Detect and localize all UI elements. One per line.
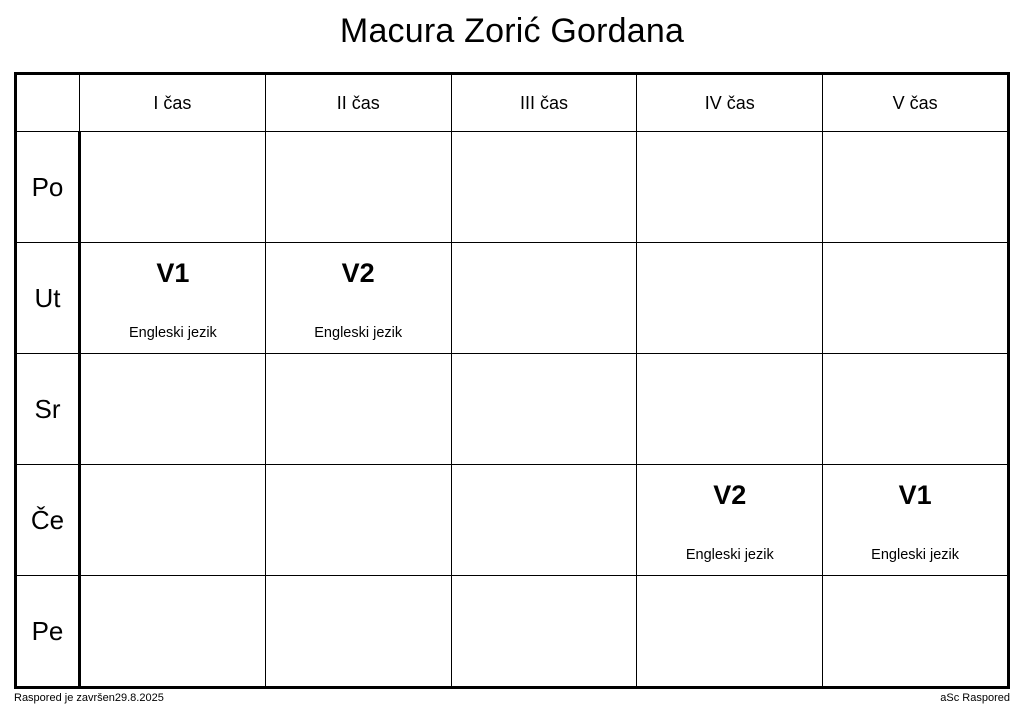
cell-ut-1[interactable]	[80, 243, 266, 354]
header-corner	[16, 74, 80, 132]
lesson-slot	[81, 576, 265, 686]
lesson-subject: Engleski jezik	[685, 547, 774, 563]
table-row	[16, 465, 1009, 576]
cell-po-1[interactable]	[80, 132, 266, 243]
lesson-slot	[823, 354, 1007, 464]
lesson-slot	[266, 243, 451, 353]
footer-brand: aSc Raspored	[940, 692, 1010, 704]
cell-po-2[interactable]	[265, 132, 451, 243]
cell-ce-3[interactable]	[451, 465, 637, 576]
table-row	[16, 132, 1009, 243]
cell-ce-1[interactable]	[80, 465, 266, 576]
footer-status: Raspored je završen29.8.2025	[14, 692, 164, 704]
cell-pe-2[interactable]	[265, 576, 451, 688]
lesson-slot	[637, 354, 822, 464]
timetable-container	[14, 72, 1010, 689]
lesson-slot	[81, 243, 265, 353]
header-period-5: V čas	[823, 74, 1009, 132]
cell-po-3[interactable]	[451, 132, 637, 243]
header-period-1: I čas	[80, 74, 266, 132]
day-label-sr: Sr	[16, 354, 80, 465]
lesson-slot	[637, 576, 822, 686]
cell-po-5[interactable]	[823, 132, 1009, 243]
timetable	[14, 72, 1010, 689]
day-label-ut: Ut	[16, 243, 80, 354]
lesson-slot	[637, 132, 822, 242]
lesson-slot	[823, 576, 1007, 686]
table-row	[16, 243, 1009, 354]
cell-ce-5[interactable]	[823, 465, 1009, 576]
timetable-header	[16, 74, 1009, 132]
lesson-slot	[823, 465, 1007, 575]
header-period-2: II čas	[265, 74, 451, 132]
lesson-slot	[452, 243, 637, 353]
cell-pe-3[interactable]	[451, 576, 637, 688]
table-row	[16, 576, 1009, 688]
lesson-slot	[637, 465, 822, 575]
cell-ut-4[interactable]	[637, 243, 823, 354]
cell-sr-1[interactable]	[80, 354, 266, 465]
lesson-code: V1	[156, 258, 190, 288]
lesson-slot	[81, 465, 265, 575]
cell-sr-2[interactable]	[265, 354, 451, 465]
lesson-code: V1	[898, 480, 932, 510]
lesson-slot	[452, 354, 637, 464]
cell-sr-5[interactable]	[823, 354, 1009, 465]
day-label-pe: Pe	[16, 576, 80, 688]
day-label-ce: Če	[16, 465, 80, 576]
cell-pe-1[interactable]	[80, 576, 266, 688]
header-period-3: III čas	[451, 74, 637, 132]
table-row	[16, 354, 1009, 465]
cell-sr-3[interactable]	[451, 354, 637, 465]
lesson-slot	[266, 465, 451, 575]
day-label-po: Po	[16, 132, 80, 243]
lesson-slot	[266, 354, 451, 464]
cell-pe-5[interactable]	[823, 576, 1009, 688]
lesson-slot	[452, 132, 637, 242]
lesson-subject: Engleski jezik	[871, 547, 960, 563]
cell-ce-2[interactable]	[265, 465, 451, 576]
cell-ce-4[interactable]	[637, 465, 823, 576]
lesson-slot	[452, 576, 637, 686]
cell-ut-5[interactable]	[823, 243, 1009, 354]
cell-po-4[interactable]	[637, 132, 823, 243]
lesson-subject: Engleski jezik	[128, 325, 217, 341]
cell-pe-4[interactable]	[637, 576, 823, 688]
lesson-slot	[266, 132, 451, 242]
lesson-slot	[452, 465, 637, 575]
cell-ut-3[interactable]	[451, 243, 637, 354]
lesson-slot	[81, 132, 265, 242]
lesson-slot	[266, 576, 451, 686]
lesson-code: V2	[713, 480, 747, 510]
lesson-slot	[637, 243, 822, 353]
header-row	[16, 74, 1009, 132]
lesson-slot	[823, 243, 1007, 353]
header-period-4: IV čas	[637, 74, 823, 132]
lesson-code: V2	[341, 258, 375, 288]
page-title: Macura Zorić Gordana	[339, 12, 685, 50]
timetable-body	[16, 132, 1009, 688]
lesson-slot	[823, 132, 1007, 242]
cell-ut-2[interactable]	[265, 243, 451, 354]
lesson-subject: Engleski jezik	[314, 325, 403, 341]
page-footer	[14, 692, 1010, 704]
cell-sr-4[interactable]	[637, 354, 823, 465]
lesson-slot	[81, 354, 265, 464]
